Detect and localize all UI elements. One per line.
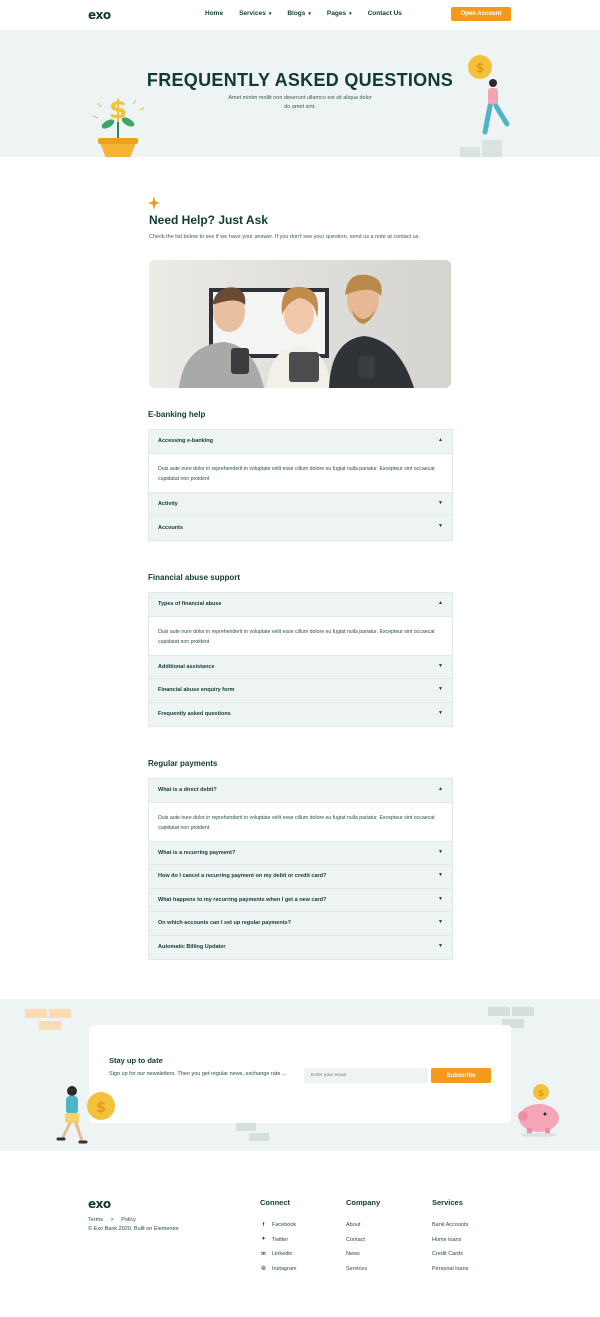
chevron-down-icon: ▼: [438, 523, 443, 529]
nav-blogs[interactable]: Blogs ▾: [287, 10, 311, 17]
breadcrumb-separator: >: [110, 1217, 114, 1223]
social-link-twitter[interactable]: ✦ Twitter: [261, 1236, 289, 1243]
nav-contact[interactable]: Contact Us: [367, 10, 402, 17]
social-link-facebook[interactable]: f Facebook: [260, 1218, 296, 1233]
instagram-icon: ◎: [261, 1265, 266, 1272]
footer-link[interactable]: Services: [346, 1265, 368, 1272]
footer-connect: [260, 1198, 296, 1276]
chevron-down-icon: ▾: [308, 10, 311, 17]
faq-accordion-regular-payments: [148, 778, 453, 960]
faq-accordion-financial-abuse: [148, 592, 453, 727]
footer-heading: Company: [346, 1198, 381, 1207]
chevron-down-icon: ▼: [438, 499, 443, 506]
footer-legal: [88, 1216, 179, 1234]
svg-text:$: $: [475, 61, 485, 76]
faq-item[interactable]: Additional assistance ▼: [149, 656, 452, 680]
open-account-button[interactable]: Open Account: [451, 7, 511, 21]
faq-heading-financial-abuse: Financial abuse support: [148, 573, 241, 582]
footer-link[interactable]: Bank Accounts: [432, 1222, 469, 1229]
nav-pages[interactable]: Pages ▾: [326, 10, 352, 17]
chevron-down-icon: ▾: [268, 10, 272, 17]
faq-item[interactable]: How do I cancel a recurring payment on my debit or credit card? ▼: [149, 865, 452, 889]
svg-text:$: $: [95, 1098, 107, 1116]
hero-subtitle: Amet minim mollit non deserunt ullamco est sit aliqua dolor do amet sint.: [228, 95, 372, 110]
chevron-down-icon: ▾: [349, 10, 352, 17]
subscribe-button[interactable]: Subscribe: [431, 1068, 491, 1083]
twitter-icon: ✦: [261, 1236, 266, 1243]
chevron-down-icon: ▼: [438, 709, 443, 716]
faq-item-open[interactable]: Accessing e-banking ▲: [149, 430, 452, 454]
chevron-down-icon: ▼: [438, 686, 443, 692]
faq-item-open[interactable]: What is a direct debit? ▲: [149, 779, 452, 803]
policy-link[interactable]: Policy: [121, 1217, 136, 1223]
faq-item[interactable]: Financial abuse enquiry form ▼: [149, 679, 452, 703]
footer-link[interactable]: News: [346, 1251, 360, 1258]
hero-banner: [0, 30, 600, 157]
faq-answer: Duis aute irure dolor in reprehenderit in voluptate velit esse cillum dolore eu fugiat nulla pariatur. Excepteur sint occaecat cupidatat non proident: [149, 454, 452, 493]
faq-item[interactable]: What is a recurring payment? ▼: [149, 842, 452, 866]
chevron-up-icon: ▲: [438, 600, 443, 606]
faq-heading-ebanking: E-banking help: [148, 410, 206, 419]
svg-text:$: $: [108, 95, 128, 125]
facebook-icon: f: [262, 1221, 265, 1228]
faq-heading-regular-payments: Regular payments: [148, 759, 218, 768]
footer-link[interactable]: Personal loans: [432, 1265, 469, 1272]
footer-heading: Services: [432, 1198, 463, 1207]
chevron-down-icon: ▼: [438, 919, 443, 925]
faq-answer: Duis aute irure dolor in reprehenderit in voluptate velit esse cillum dolore eu fugiat nulla pariatur. Excepteur sint occaecat cupidatat non proident: [149, 617, 452, 656]
newsletter-title: Stay up to date: [109, 1056, 163, 1065]
chevron-down-icon: ▼: [438, 942, 443, 949]
social-link-instagram[interactable]: ◎ Instagram: [261, 1265, 297, 1272]
chevron-up-icon: ▲: [438, 786, 443, 792]
chevron-down-icon: ▼: [438, 895, 443, 902]
email-input[interactable]: [304, 1068, 428, 1083]
footer-link[interactable]: Credit Cards: [432, 1251, 463, 1258]
team-photo: [149, 260, 451, 388]
chevron-up-icon: ▲: [438, 437, 443, 443]
social-link-linkedin[interactable]: in Linkedin: [261, 1250, 293, 1258]
footer-heading: Connect: [260, 1198, 290, 1207]
faq-item-open[interactable]: Types of financial abuse ▲: [149, 593, 452, 617]
copyright: © Exo Bank 2020. Built on Elementor: [88, 1226, 179, 1232]
faq-answer: Duis aute irure dolor in reprehenderit in voluptate velit esse cillum dolore eu fugiat nulla pariatur. Excepteur sint occaecat cupidatat non proident: [149, 803, 452, 842]
newsletter-text: Sign up for our newsletters. Then you get regular news, exchange rate ...: [109, 1071, 287, 1077]
footer-link[interactable]: About: [346, 1222, 361, 1229]
faq-item[interactable]: Frequently asked questions ▼: [158, 709, 443, 718]
faq-item[interactable]: On which accounts can I set up regular payments? ▼: [149, 912, 452, 936]
woman-with-coin-illustration: [455, 52, 515, 157]
faq-item[interactable]: What happens to my recurring payments when I get a new card? ▼: [149, 889, 452, 913]
footer-link[interactable]: Home loans: [432, 1236, 462, 1243]
main-menu: [205, 10, 402, 17]
faq-item[interactable]: Automatic Billing Updater ▼: [158, 942, 443, 951]
footer-company: [346, 1198, 380, 1276]
chevron-down-icon: ▼: [438, 662, 443, 669]
nav-services[interactable]: Services ▾: [239, 10, 272, 17]
chevron-down-icon: ▼: [438, 848, 443, 855]
section-description: Check the list below to see if we have your answer. If you don't see your question, send us a note at contact us.: [149, 234, 421, 240]
faq-item[interactable]: Activity ▼: [149, 493, 452, 517]
brand-logo[interactable]: exo: [88, 8, 111, 22]
money-plant-illustration: [88, 88, 148, 157]
footer-link[interactable]: Contact: [346, 1236, 365, 1243]
faq-accordion-ebanking: [148, 429, 453, 541]
svg-text:$: $: [537, 1089, 545, 1099]
chevron-down-icon: ▼: [438, 872, 443, 878]
sparkle-icon: [148, 196, 160, 210]
linkedin-icon: in: [261, 1250, 266, 1257]
footer-services: [432, 1198, 468, 1276]
section-title: Need Help? Just Ask: [149, 213, 268, 227]
footer-logo[interactable]: exo: [88, 1197, 111, 1211]
girl-rolling-coin-illustration: [48, 1083, 118, 1153]
top-nav: [0, 0, 600, 30]
bricks-left-decoration: [25, 1009, 75, 1034]
terms-link[interactable]: Terms: [88, 1217, 103, 1223]
nav-home[interactable]: Home: [205, 10, 224, 17]
piggy-bank-illustration: [515, 1082, 563, 1138]
page-title: FREQUENTLY ASKED QUESTIONS: [146, 70, 454, 90]
bricks-bottom-decoration: [236, 1123, 276, 1143]
faq-item[interactable]: Accounts ▼: [158, 523, 443, 531]
